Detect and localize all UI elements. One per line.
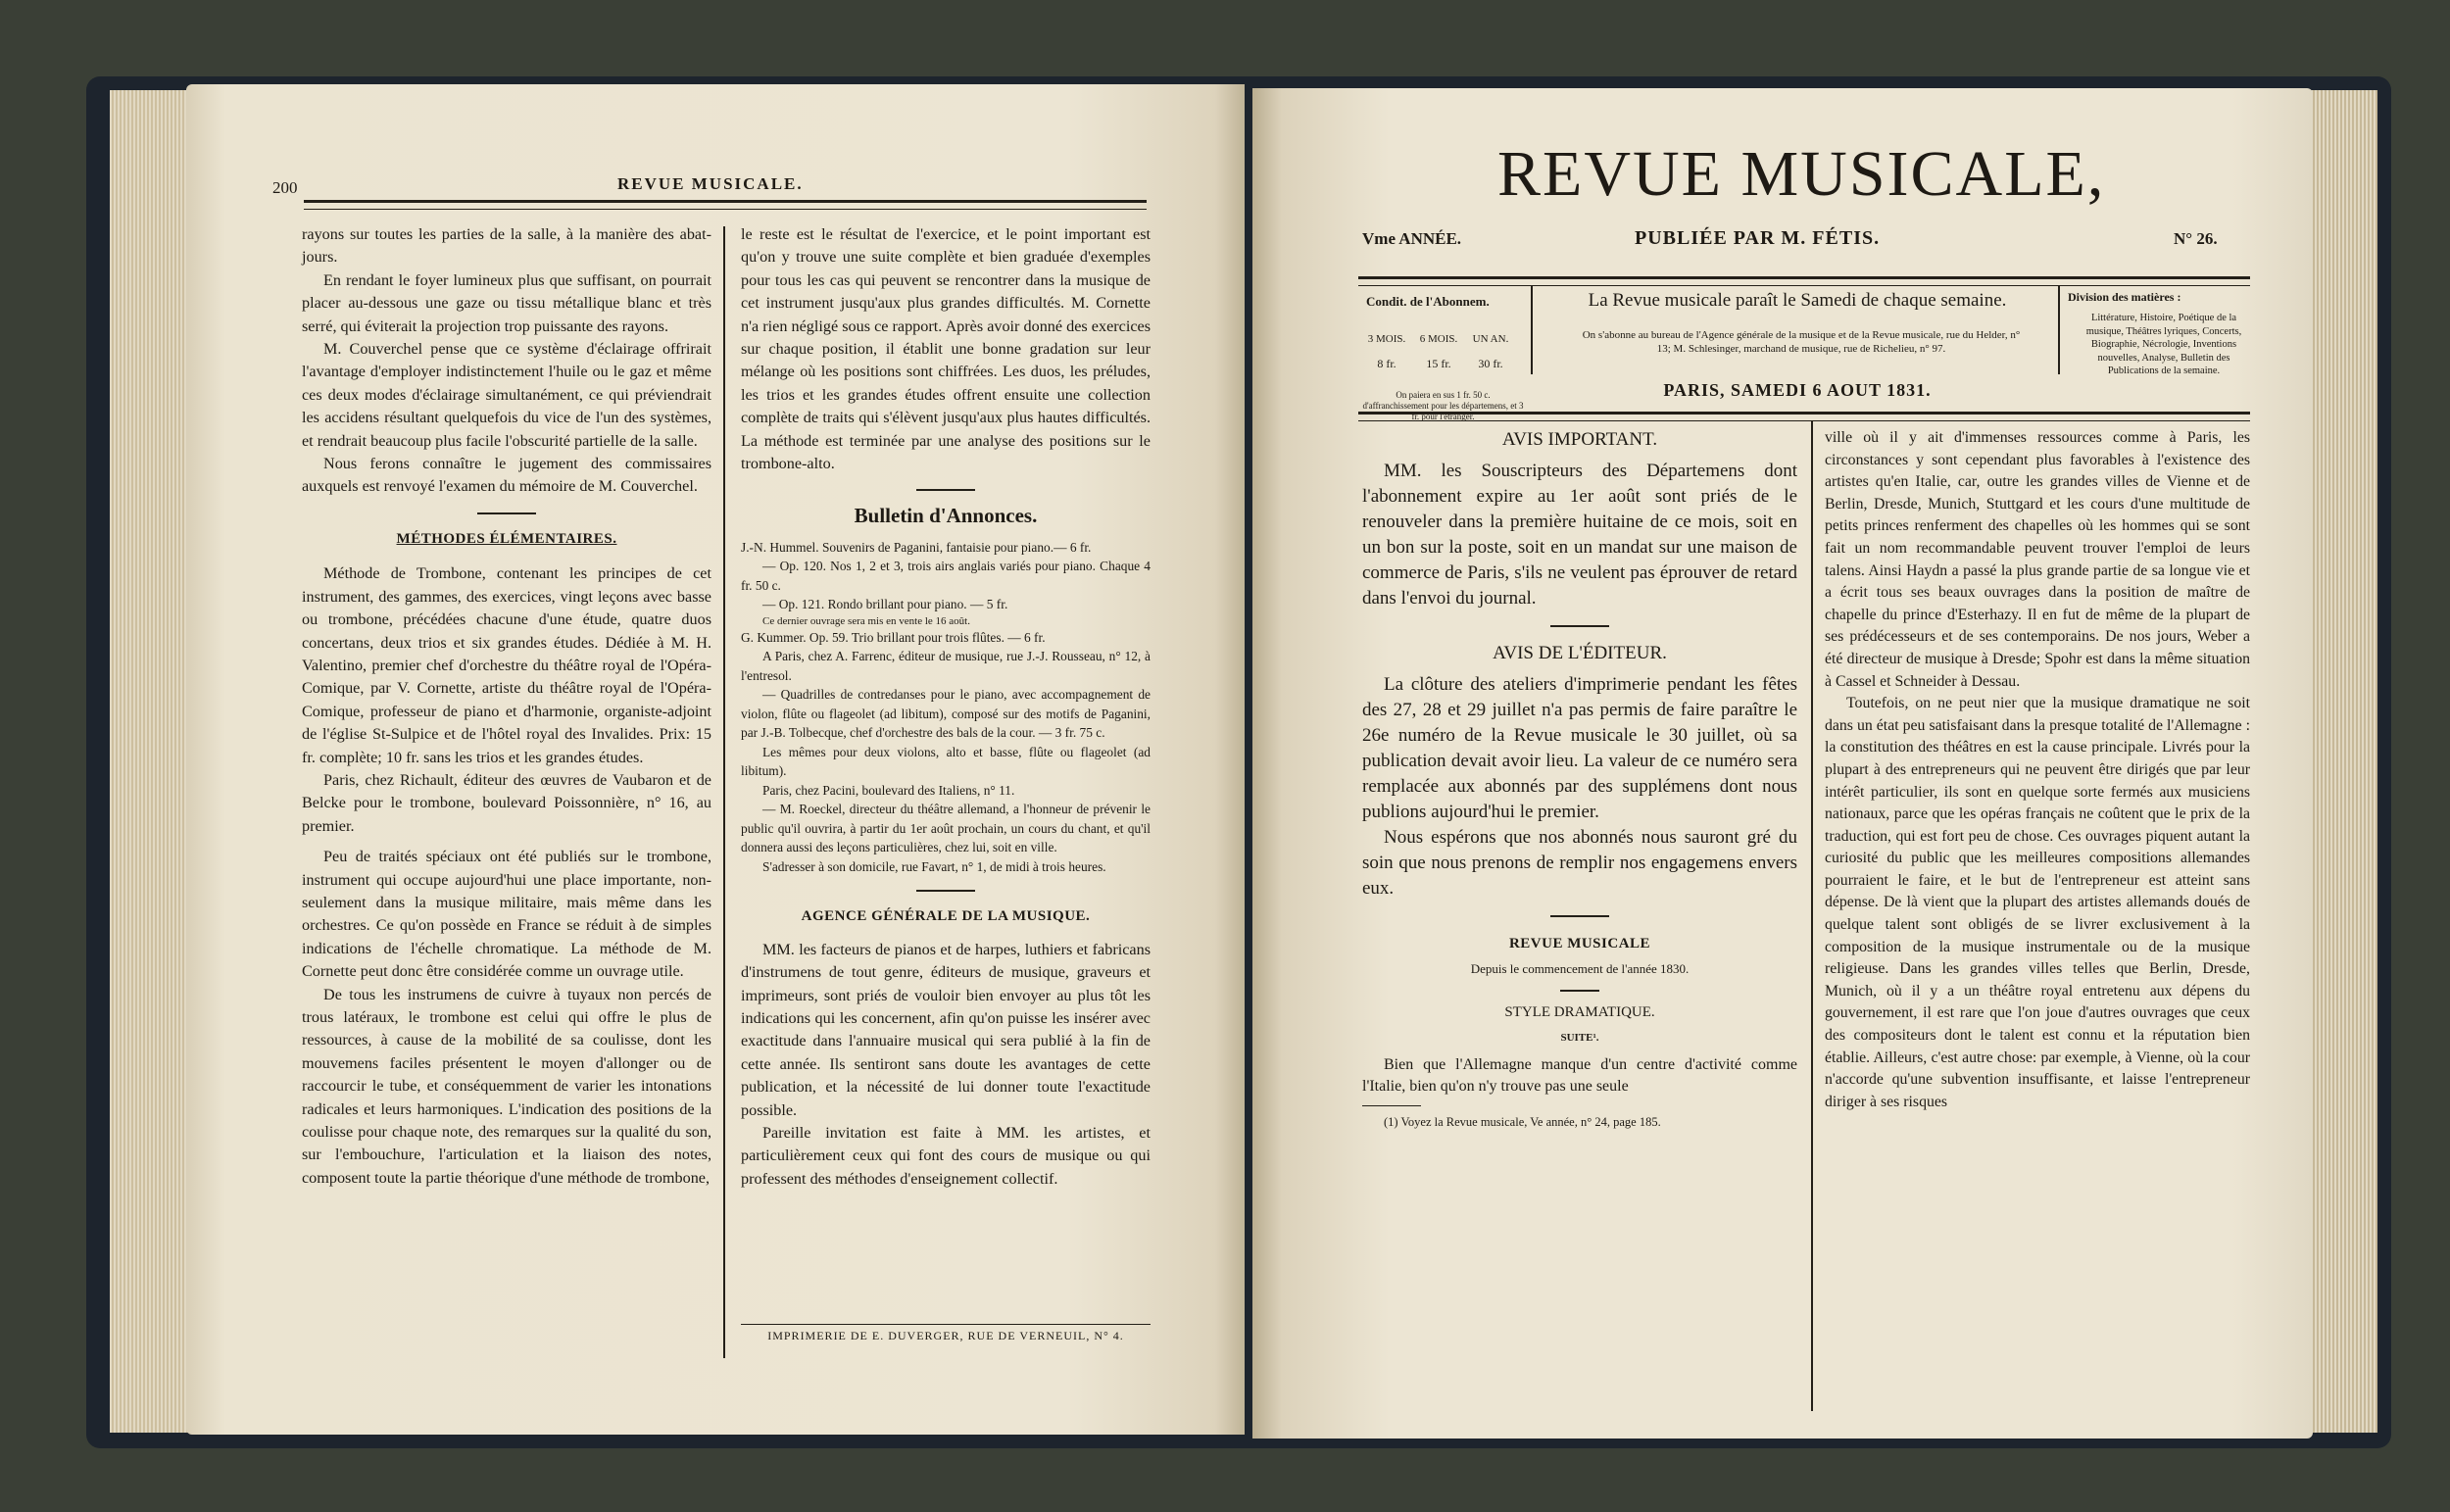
header-rule <box>304 200 1147 210</box>
announcement: — Op. 121. Rondo brillant pour piano. — 5 fr. <box>762 597 1008 612</box>
issue-date: PARIS, SAMEDI 6 AOUT 1831. <box>1663 380 1932 400</box>
paragraph: Nous espérons que nos abonnés nous sauront gré du soin que nous prenons de remplir nos engagemens envers eux. <box>1362 827 1797 899</box>
paragraph: Paris, chez Richault, éditeur des œuvres de Vaubaron et de Belcke pour le trombone, boulevard Poissonnière, n° 16, au premier. <box>302 770 711 835</box>
paragraph: Méthode de Trombone, contenant les principes de cet instrument, des gammes, des exercices, vingt leçons avec basse ou trombone, précédées chacune d'une étude, quatre duos concertans, deux trios et six grandes études. Dédiée à M. H. Valentino, premier chef d'orchestre du théâtre royal de l'Opéra-Comique, par V. Cornette, artiste du théâtre royal de l'Opéra-Comique, professeur de piano et d'harmonie, organiste-adjoint de l'église St-Sulpice et de l'hôtel royal des Invalides. Prix: 15 fr. complète; 10 fr. sans les trios et les grandes études. <box>302 564 711 766</box>
notice-heading: AVIS IMPORTANT. <box>1501 429 1658 450</box>
imprint-rule <box>741 1324 1151 1325</box>
paragraph: Nous ferons connaître le jugement des commissaires auxquels est renvoyé l'examen du mémoire de M. Couverchel. <box>302 455 711 496</box>
announcement: — Quadrilles de contredanses pour le piano, avec accompagnement de violon, flûte ou flageolet (ad libitum), composé sur des motifs de Paganini, par J.-B. Tolbecque, chef d'orchestre des bals de la cour. — 3 fr. 75 c. <box>741 687 1151 741</box>
notice-heading: AVIS DE L'ÉDITEUR. <box>1493 643 1667 663</box>
footnote-rule <box>1362 1105 1421 1106</box>
section-heading: STYLE DRAMATIQUE. <box>1504 1004 1655 1020</box>
term: UN AN. <box>1472 333 1509 345</box>
separator <box>1550 915 1609 917</box>
section-subheading: Depuis le commencement de l'année 1830. <box>1470 961 1690 976</box>
box-divider <box>2058 286 2060 374</box>
imprint: IMPRIMERIE DE E. DUVERGER, RUE DE VERNEUIL, N° 4. <box>767 1329 1124 1342</box>
separator <box>1560 990 1599 992</box>
postage-note: On paiera en sus 1 fr. 50 c. d'affranchissement pour les départemens, et 3 fr. pour l'étranger. <box>1362 390 1524 421</box>
announcement: — M. Roeckel, directeur du théâtre allemand, a l'honneur de prévenir le public qu'il ouvrira, à partir du 1er août prochain, un cours du chant, et qu'il donnera aussi des leçons particulières, chez lui, soit en ville. <box>741 802 1151 855</box>
paragraph: ville où il y ait d'immenses ressources comme à Paris, les circonstances y sont cependant plus favorables à l'existence des artistes qu'en Italie, car, outre les grandes villes de Vienne et de Berlin, Dresde, Munich, Stuttgard et les cours d'une multitude de petits princes renferment des chapelles où les hommes qui se sont fait un nom recommandable peuvent trouver l'emploi de leurs talens. Ainsi Haydn a passé la plus grande partie de sa longue vie et a écrit tous ses beaux ouvrages dans la position de maître de chapelle du prince d'Esterhazy. Il en fut de même de la plupart de ses prédécesseurs et de ses contemporains. De nos jours, Weber a été directeur de musique à Dresde; Spohr est dans la même situation à Cassel et Schneider à Dessau. <box>1825 429 2250 690</box>
box-divider <box>1531 286 1533 374</box>
announcement: S'adresser à son domicile, rue Favart, n° 1, de midi à trois heures. <box>762 858 1106 874</box>
division-title: Division des matières : <box>2068 290 2181 304</box>
column-divider <box>1811 421 1813 1411</box>
left-page <box>186 84 1245 1435</box>
announcement-note: Ce dernier ouvrage sera mis en vente le 16 août. <box>762 614 970 627</box>
announcement: — Op. 120. Nos 1, 2 et 3, trois airs anglais variés pour piano. Chaque 4 fr. 50 c. <box>741 559 1151 593</box>
right-page-edges <box>2311 90 2377 1433</box>
announcement: A Paris, chez A. Farrenc, éditeur de musique, rue J.-J. Rousseau, n° 12, à l'entresol. <box>741 649 1151 683</box>
page-number: 200 <box>272 178 298 197</box>
paragraph: Pareille invitation est faite à MM. les artistes, et particulièrement ceux qui font des cours de musique ou qui professent des méthodes d'enseignement collectif. <box>741 1124 1151 1188</box>
separator <box>1550 625 1609 627</box>
section-heading: AGENCE GÉNÉRALE DE LA MUSIQUE. <box>801 908 1091 925</box>
publisher-label: PUBLIÉE PAR M. FÉTIS. <box>1635 227 1881 249</box>
paragraph: MM. les facteurs de pianos et de harpes, luthiers et fabricans d'instrumens de tout genre, éditeurs de musique, graveurs et imprimeurs, sont priés de vouloir bien envoyer au plus tôt les indications qui les concernent, afin qu'on puisse les insérer avec exactitude dans l'annuaire musical qui sera publié à la fin de cette année. Ils sentiront sans doute les avantages de cette publication, et la nécessité de lui donner toute l'exactitude possible. <box>741 940 1151 1119</box>
issue-number: N° 26. <box>2174 229 2218 248</box>
right-page <box>1252 88 2313 1439</box>
paragraph: le reste est le résultat de l'exercice, et le point important est qu'on y trouve une suite complète et bien graduée d'exemples pour tous les cas qui peuvent se rencontrer dans la musique de cet instrument jusqu'aux plus grandes difficultés. M. Cornette n'a rien négligé sous ce rapport. Après avoir donné des exercices sur chaque position, il établit une bonne gradation sur leur mélange où les positions sont chiffrées. Les duos, les préludes, les trios et les grandes études offrent ensuite une collection complète de traits qui s'élèvent jusqu'aux plus hautes difficultés. La méthode est terminée par une analyse des positions sur le trombone-alto. <box>741 225 1151 473</box>
right-column-1 <box>1362 427 1797 1130</box>
section-heading: MÉTHODES ÉLÉMENTAIRES. <box>396 530 617 547</box>
paragraph: MM. les Souscripteurs des Départemens dont l'abonnement expire au 1er août sont priés de le renouveler dans la première huitaine de ce mois, soit en un bon sur la poste, soit en un mandat sur une maison de commerce de Paris, s'ils ne veulent pas éprouver de retard dans l'envoi du journal. <box>1362 461 1797 609</box>
year-label: Vme ANNÉE. <box>1362 229 1462 248</box>
division-text: Littérature, Histoire, Poétique de la musique, Théâtres lyriques, Concerts, Biographie, Nécrologie, Inventions nouvelles, Analyse, Bulletin des Publications de la semaine. <box>2085 313 2242 376</box>
column-divider <box>723 226 725 1358</box>
price: 8 fr. <box>1377 357 1396 370</box>
masthead-title: REVUE MUSICALE, <box>1497 138 2106 210</box>
section-heading: REVUE MUSICALE <box>1508 936 1651 951</box>
term: 6 MOIS. <box>1419 333 1458 345</box>
paragraph: Bien que l'Allemagne manque d'un centre d'activité comme l'Italie, bien qu'on n'y trouve pas une seule <box>1362 1056 1797 1095</box>
paragraph: M. Couverchel pense que ce système d'éclairage offrirait l'avantage d'employer indistinctement l'huile ou le gaz et même ces deux modes d'éclairage simultanément, ce qui préviendrait les accidens résultant quelquefois du vice de l'un des systèmes, et rendrait beaucoup plus facile l'obscurité partielle de la salle. <box>302 340 711 450</box>
announcement: Les mêmes pour deux violons, alto et basse, flûte ou flageolet (ad libitum). <box>741 744 1151 779</box>
running-head: REVUE MUSICALE. <box>617 174 804 193</box>
price: 30 fr. <box>1478 357 1503 370</box>
separator <box>477 512 536 514</box>
right-column-2 <box>1825 427 2250 1113</box>
box-bottom-rule <box>1358 412 2250 421</box>
paragraph: En rendant le foyer lumineux plus que suffisant, on pourrait placer au-dessous une gaze ou tissu métallique blanc et très serré, qui éviterait la projection trop puissante des rayons. <box>302 270 711 335</box>
left-column-2 <box>741 223 1151 1191</box>
paragraph: De tous les instrumens de cuivre à tuyaux non percés de trous latéraux, le trombone est celui qui offre le plus de ressources, à cause de la mobilité de sa coulisse, dont les mouvemens faciles présentent le moyen d'allonger ou de raccourcir le tube, et conséquemment de varier les intonations radicales et leurs harmoniques. L'indication des positions de la coulisse pour chaque note, des remarques sur la qualité du son, sur l'embouchure, l'articulation et la liaison des notes, composent toute la partie théorique d'une méthode de trombone, <box>302 985 711 1187</box>
section-subheading: SUITE¹. <box>1560 1032 1599 1044</box>
term: 3 MOIS. <box>1367 333 1406 345</box>
footnote: (1) Voyez la Revue musicale, Ve année, n° 24, page 185. <box>1384 1115 1661 1129</box>
announcement: Paris, chez Pacini, boulevard des Italiens, n° 11. <box>762 782 1015 798</box>
masthead-rule <box>1358 276 2250 286</box>
conditions-title: Condit. de l'Abonnem. <box>1366 294 1490 309</box>
separator <box>916 890 975 892</box>
subscription-address: On s'abonne au bureau de l'Agence générale de la musique et de la Revue musicale, rue du Helder, n° 13; M. Schlesinger, marchand de musique, rue de Richelieu, n° 97. <box>1582 329 2021 355</box>
paragraph: rayons sur toutes les parties de la salle, à la manière des abat-jours. <box>302 225 711 267</box>
announcement: G. Kummer. Op. 59. Trio brillant pour trois flûtes. — 6 fr. <box>741 629 1046 645</box>
left-column-1 <box>302 223 711 1190</box>
paragraph: Peu de traités spéciaux ont été publiés sur le trombone, instrument qui occupe aujourd'hui une place importante, non-seulement dans la musique militaire, mais même dans les orchestres. Ce qu'on possède en France se réduit à de simples indications de l'échelle chromatique. La méthode de M. Cornette peut donc être considérée comme un ouvrage utile. <box>302 848 711 981</box>
section-heading: Bulletin d'Annonces. <box>854 504 1038 528</box>
announcement: J.-N. Hummel. Souvenirs de Paganini, fantaisie pour piano.— 6 fr. <box>741 539 1092 555</box>
separator <box>916 489 975 491</box>
frequency-notice: La Revue musicale paraît le Samedi de chaque semaine. <box>1588 290 2007 311</box>
paragraph: Toutefois, on ne peut nier que la musique dramatique ne soit dans un état peu satisfaisant dans la presque totalité de l'Allemagne : la constitution des théâtres en est la cause principale. Livrés pour la plupart à des entrepreneurs qui ne peuvent être dirigés que par leur intérêt particulier, ils sont en quelque sorte fermés aux musiciens nationaux, parce que les opéras français ne coûtent que le prix de la traduction, qui est fort peu de chose. Ces ouvrages piquent autant la curiosité du public que les meilleures compositions allemandes pourraient le faire, et le but de l'entrepreneur est atteint sans dépense. De là vient que la plupart des artistes allemands doués de quelque talent sont obligés de se livrer exclusivement à la composition de la musique instrumentale ou de la musique religieuse. Dans les grandes villes telles que Berlin, Dresde, Munich, où il y a un théâtre royal entretenu aux dépens du gouvernement, il est rare que l'on joue d'autres ouvrages que ceux des compositeurs dont le talent est connu et la réputation bien établie. Ailleurs, c'est autre chose: par exemple, à Vienne, où la cour n'accorde qu'une subvention insuffisante, et laisse l'entrepreneur diriger à ses risques <box>1825 695 2250 1110</box>
paragraph: La clôture des ateliers d'imprimerie pendant les fêtes des 27, 28 et 29 juillet n'a pas permis de faire paraître le 26e numéro de la Revue musicale le 30 juillet, où sa publication devait avoir lieu. La valeur de ce numéro sera remplacée aux abonnés par des supplémens dont nous publions aujourd'hui le premier. <box>1362 674 1797 822</box>
left-page-edges <box>110 90 188 1433</box>
price: 15 fr. <box>1426 357 1451 370</box>
